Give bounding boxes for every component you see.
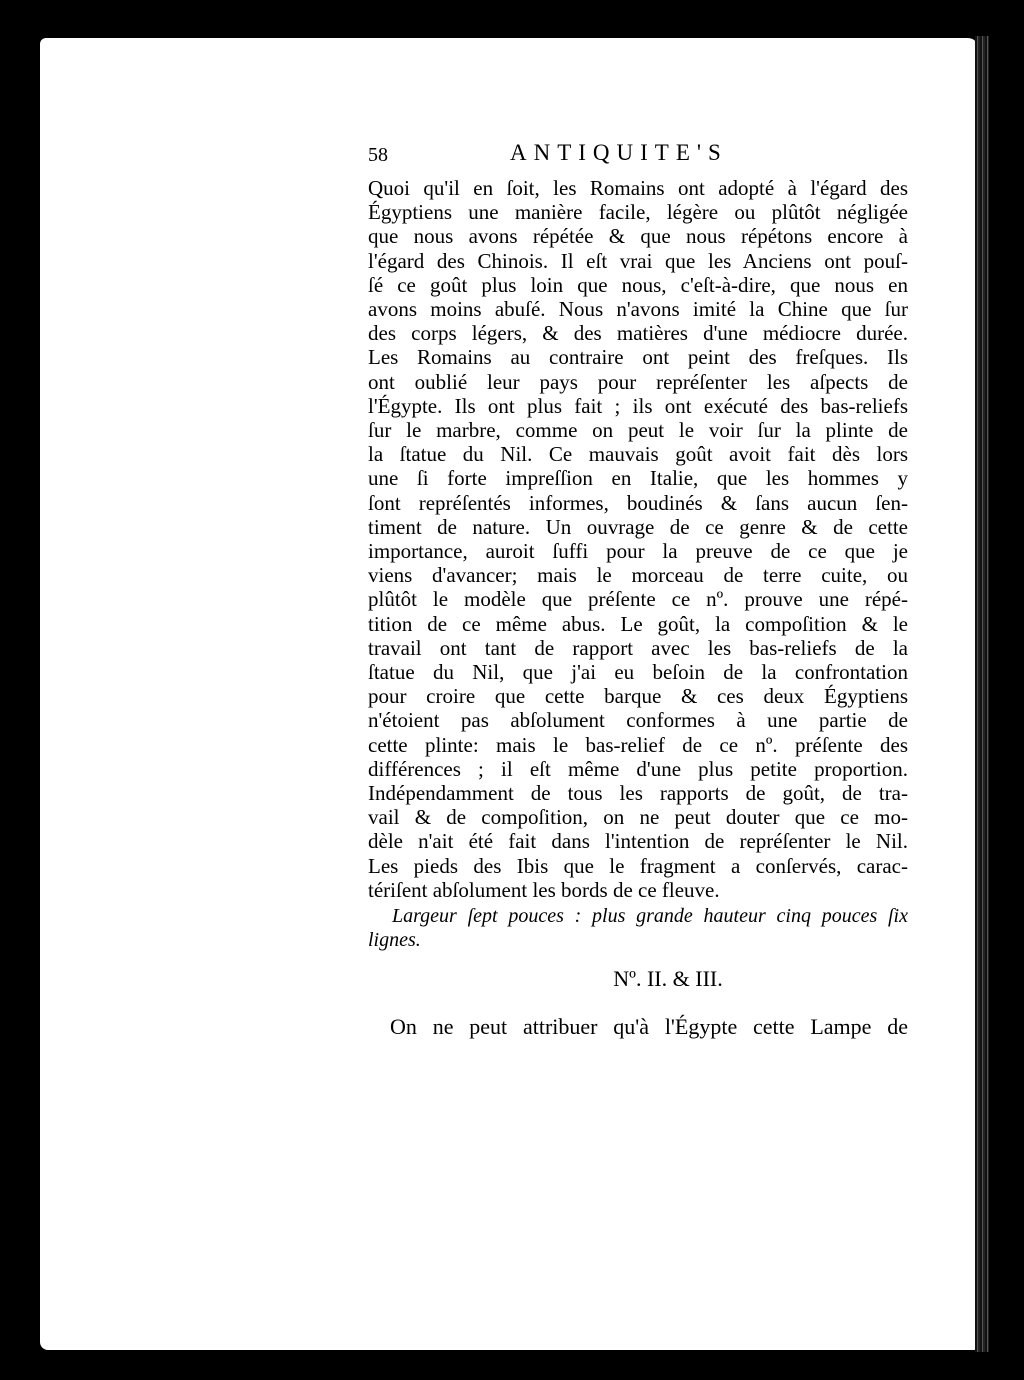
book-spine-edge [975, 36, 989, 1352]
text-line: différences ; il eſt même d'une plus petite proportion. [368, 756, 908, 781]
text-line: Indépendamment de tous les rapports de goût, de tra- [368, 781, 908, 806]
text-line: avons moins abuſé. Nous n'avons imité la Chine que ſur [368, 297, 908, 322]
text-line: vail & de compoſition, on ne peut douter que ce mo- [368, 805, 908, 830]
text-line: dèle n'ait été fait dans l'intention de repréſenter le Nil. [368, 829, 908, 854]
dimensions-line: Largeur ſept pouces : plus grande hauteur cinq pouces ſix [392, 905, 908, 928]
text-line: travail ont tant de rapport avec les bas-reliefs de la [368, 635, 908, 660]
text-line: Les Romains au contraire ont peint des freſques. Ils [368, 345, 908, 370]
text-line: ſé ce goût plus loin que nous, c'eſt-à-dire, que nous en [368, 272, 908, 297]
text-line: l'égard des Chinois. Il eſt vrai que les Anciens ont pouſ- [368, 248, 908, 273]
next-paragraph-line: On ne peut attribuer qu'à l'Égypte cette Lampe de [390, 1014, 908, 1040]
text-line: l'Égypte. Ils ont plus fait ; ils ont exécuté des bas-reliefs [368, 393, 908, 418]
section-heading: Nº. II. & III. [613, 966, 723, 992]
text-line: tition de ce même abus. Le goût, la compoſition & le [368, 611, 908, 636]
text-line: plûtôt le modèle que préſente ce nº. prouve une répé- [368, 587, 908, 612]
text-line: Égyptiens une manière facile, légère ou plûtôt négligée [368, 200, 908, 225]
text-line: la ſtatue du Nil. Ce mauvais goût avoit fait dès lors [368, 442, 908, 467]
text-line: tériſent abſolument les bords de ce fleuve. [368, 877, 720, 902]
text-line: des corps légers, & des matières d'une médiocre durée. [368, 321, 908, 346]
text-line: importance, auroit ſuffi pour la preuve de ce que je [368, 539, 908, 564]
text-line: ſur le marbre, comme on peut le voir ſur la plinte de [368, 418, 908, 443]
text-line: timent de nature. Un ouvrage de ce genre & de cette [368, 514, 908, 539]
text-line: n'étoient pas abſolument conformes à une partie de [368, 708, 908, 733]
body-paragraph [368, 176, 908, 902]
dimensions-note [368, 904, 908, 952]
text-line: viens d'avancer; mais le morceau de terre cuite, ou [368, 563, 908, 588]
page-text-block [368, 138, 908, 1040]
text-line: ſtatue du Nil, que j'ai eu beſoin de la confrontation [368, 660, 908, 685]
running-title: ANTIQUITE'S [510, 140, 728, 165]
text-line: ont oublié leur pays pour repréſenter les aſpects de [368, 369, 908, 394]
page-number: 58 [368, 144, 388, 166]
text-line: ſont repréſentés informes, boudinés & ſans aucun ſen- [368, 490, 908, 515]
running-head [368, 138, 908, 176]
text-line: Les pieds des Ibis que le fragment a conſervés, carac- [368, 853, 908, 878]
dimensions-line: lignes. [368, 929, 421, 952]
text-line: Quoi qu'il en ſoit, les Romains ont adopté à l'égard des [368, 176, 908, 200]
text-line: une ſi forte impreſſion en Italie, que les hommes y [368, 466, 908, 491]
text-line: que nous avons répétée & que nous répétons encore à [368, 224, 908, 249]
text-line: cette plinte: mais le bas-relief de ce nº. préſente des [368, 732, 908, 757]
text-line: pour croire que cette barque & ces deux Égyptiens [368, 684, 908, 709]
